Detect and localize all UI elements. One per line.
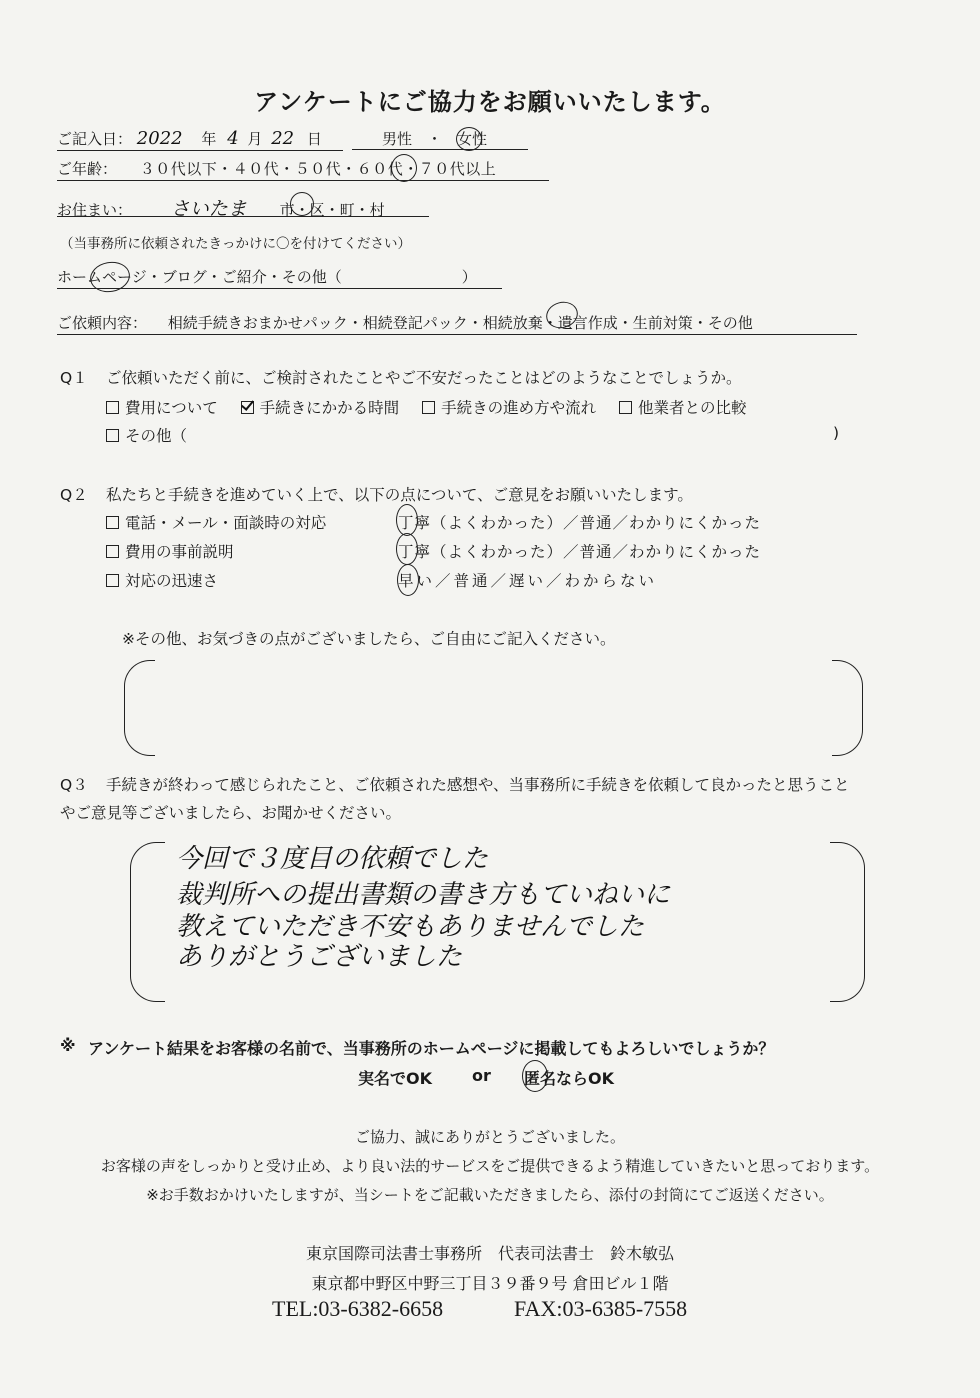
office-name: 東京国際司法書士事務所 代表司法書士 鈴木敏弘	[305, 1244, 674, 1263]
residence-row	[57, 194, 429, 220]
checked-checkbox-icon[interactable]	[241, 401, 254, 414]
residence-label: お住まい：	[57, 201, 133, 219]
checkbox-icon[interactable]	[106, 429, 119, 442]
publish-selected-circle	[522, 1060, 548, 1092]
office-address: 東京都中野区中野三丁目３９番９号 倉田ビル１階	[311, 1274, 669, 1293]
q2-item-fee: 費用の事前説明	[106, 540, 234, 562]
month-unit: 月	[247, 130, 263, 148]
office-tel: TEL:03-6382-6658	[272, 1296, 444, 1321]
q3-question-line1: 手続きが終わって感じられたこと、ご依頼された感想や、当事務所に手続きを依頼して良かったと思うこと	[106, 776, 850, 794]
day-unit: 日	[306, 130, 322, 148]
q2-fee-circle	[396, 533, 418, 565]
q2-answer-speed: 早い／普通／遅い／わからない	[398, 572, 658, 590]
q1-option-cost[interactable]: 費用について	[106, 399, 218, 417]
q2-item-speed: 対応の迅速さ	[106, 569, 218, 591]
residence-units: 市・区・町・村	[279, 201, 385, 219]
gender-options: 男性 ・ 女性	[352, 128, 528, 150]
q3-answer-line-3: 教えていただき不安もありませんでした	[176, 912, 645, 942]
q1-option-compare[interactable]: 他業者との比較	[619, 399, 747, 417]
publish-or: or	[472, 1066, 491, 1085]
survey-title: アンケートにご協力をお願いいたします。	[254, 88, 726, 116]
publish-anonymous[interactable]: 匿名ならOK	[524, 1069, 615, 1088]
year-handwritten: 2022	[136, 128, 183, 149]
q2-speed-circle	[397, 564, 419, 596]
age-selected-circle	[391, 154, 417, 182]
publish-real-name[interactable]: 実名でOK	[358, 1069, 433, 1088]
q1-question: ご依頼いただく前に、ご検討されたことやご不安だったことはどのようなことでしょうか。	[106, 369, 742, 387]
publish-question: アンケート結果をお客様の名前で、当事務所のホームページに掲載してもよろしいでしょうか？	[88, 1039, 775, 1058]
month-handwritten: 4	[227, 128, 239, 149]
day-handwritten: 22	[271, 128, 295, 149]
q3-answer-bracket-right	[830, 842, 865, 1002]
q2-contact-circle	[396, 504, 418, 536]
checkbox-icon[interactable]	[619, 401, 632, 414]
q2-comment-bracket-left	[124, 660, 155, 756]
trigger-note: （当事務所に依頼されたきっかけに〇を付けてください）	[60, 236, 411, 252]
q1-options	[106, 396, 747, 418]
request-row	[57, 312, 857, 335]
q2-number: Q２	[60, 486, 88, 504]
q1-other-close: )	[833, 424, 840, 442]
gender-selected-circle	[456, 127, 482, 151]
request-options: 相続手続きおまかせパック・相続登記パック・相続放棄・遺言作成・生前対策・その他	[167, 314, 753, 332]
q2-question: 私たちと手続きを進めていく上で、以下の点について、ご意見をお願いいたします。	[106, 486, 693, 504]
q2-comment-bracket-right	[832, 660, 863, 756]
fill-date-row	[57, 128, 343, 151]
office-fax: FAX:03-6385-7558	[514, 1296, 688, 1321]
q3-answer-line-2: 裁判所への提出書類の書き方もていねいに	[176, 880, 671, 910]
checkbox-icon[interactable]	[106, 574, 119, 587]
q1-option-process[interactable]: 手続きの進め方や流れ	[422, 399, 596, 417]
q1-number: Q１	[60, 369, 88, 387]
q2-answer-contact: 丁寧（よくわかった）／普通／わかりにくかった	[398, 514, 762, 532]
age-options: ３０代以下・４０代・５０代・６０代・７０代以上	[139, 160, 497, 178]
fill-date-label: ご記入日：	[57, 130, 133, 148]
q2-note: ※その他、お気づきの点がございましたら、ご自由にご記入ください。	[122, 630, 616, 648]
year-unit: 年	[201, 130, 217, 148]
closing-return-note: ※お手数おかけいたしますが、当シートをご記載いただきましたら、添付の封筒にてご返送ください。	[146, 1186, 834, 1204]
checkbox-icon[interactable]	[106, 401, 119, 414]
q3-question-line2: やご意見等ございましたら、お聞かせください。	[60, 804, 402, 822]
q3-answer-line-4: ありがとうございました	[176, 942, 463, 972]
q3-answer-line-1: 今回で３度目の依頼でした	[176, 844, 489, 874]
q2-item-contact: 電話・メール・面談時の対応	[106, 511, 326, 533]
age-label: ご年齢：	[57, 160, 118, 178]
q1-option-time[interactable]: 手続きにかかる時間	[241, 399, 400, 417]
age-row	[57, 158, 549, 181]
city-handwritten: さいたま	[170, 198, 247, 220]
checkbox-icon[interactable]	[106, 516, 119, 529]
trigger-options: ホームページ・ブログ・ご紹介・その他（ ）	[57, 266, 502, 289]
q2-answer-fee: 丁寧（よくわかった）／普通／わかりにくかった	[398, 543, 762, 561]
checkbox-icon[interactable]	[106, 545, 119, 558]
request-label: ご依頼内容：	[57, 314, 148, 332]
q3-answer-bracket-left	[130, 842, 165, 1002]
city-unit-circle	[290, 192, 314, 216]
closing-thanks: ご協力、誠にありがとうございました。	[354, 1128, 625, 1146]
checkbox-icon[interactable]	[422, 401, 435, 414]
q1-other[interactable]: その他（	[106, 424, 187, 446]
publish-mark: ※	[60, 1036, 76, 1055]
closing-message: お客様の声をしっかりと受け止め、より良い法的サービスをご提供できるよう精進していきたいと思っております。	[100, 1157, 880, 1175]
q3-number: Q３	[60, 776, 88, 794]
trigger-selected-circle	[88, 259, 133, 295]
